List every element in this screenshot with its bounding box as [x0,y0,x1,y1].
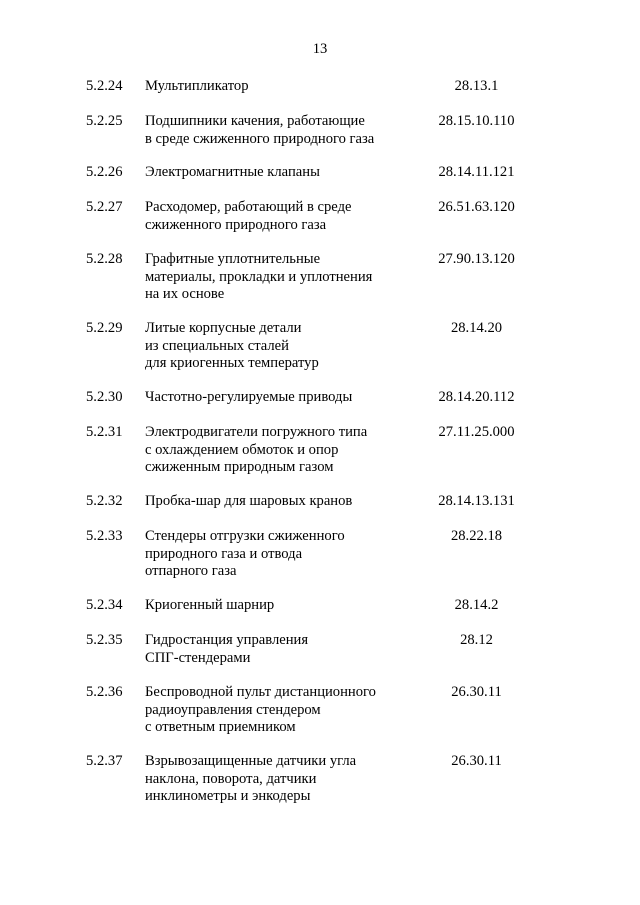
item-number: 5.2.25 [86,113,123,129]
item-name [145,389,415,407]
item-name-line: Расходомер, работающий в среде [145,199,352,215]
item-code: 27.11.25.000 [438,424,515,440]
item-number: 5.2.32 [86,493,123,509]
item-name [145,753,415,806]
item-name-line: радиоуправления стендером [145,701,321,718]
item-name-line: на их основе [145,286,225,302]
item-number: 5.2.26 [86,164,123,180]
item-name [145,493,415,511]
item-name-line: Частотно-регулируемые приводы [145,389,353,405]
item-name [145,113,415,148]
item-name-line: Мультипликатор [145,78,249,94]
item-name [145,632,415,667]
item-name-line: Литые корпусные детали [145,320,302,336]
item-code: 28.13.1 [454,78,499,94]
item-name-line: наклона, поворота, датчики [145,770,317,787]
item-name-line: Гидростанция управления [145,632,309,648]
item-name-line: Графитные уплотнительные [145,251,321,267]
item-name-line: материалы, прокладки и уплотнения [145,268,373,285]
item-number: 5.2.24 [86,78,123,94]
item-code: 28.14.20 [450,320,503,336]
item-code: 28.14.11.121 [438,164,515,180]
page-number: 13 [312,41,328,57]
item-name-line: инклинометры и энкодеры [145,788,311,804]
item-number: 5.2.33 [86,528,123,544]
item-code: 28.12 [460,632,493,648]
item-code: 28.22.18 [450,528,503,544]
item-name-line: из специальных сталей [145,337,289,354]
item-code: 28.14.20.112 [438,389,515,405]
item-number: 5.2.27 [86,199,123,215]
item-name-line: с ответным приемником [145,719,296,735]
item-name [145,320,415,373]
item-name-line: Пробка-шар для шаровых кранов [145,493,353,509]
item-number: 5.2.35 [86,632,123,648]
item-code: 26.30.11 [451,684,502,700]
item-name [145,684,415,737]
item-number: 5.2.28 [86,251,123,267]
item-name-line: Криогенный шарнир [145,597,275,613]
item-name-line: природного газа и отвода [145,545,303,562]
item-name-line: Электродвигатели погружного типа [145,424,368,440]
item-number: 5.2.29 [86,320,123,336]
item-name [145,424,415,477]
item-name [145,164,415,182]
item-name-line: Электромагнитные клапаны [145,164,320,180]
item-number: 5.2.30 [86,389,123,405]
item-name-line: Взрывозащищенные датчики угла [145,753,357,769]
item-name [145,251,415,304]
item-name-line: для криогенных температур [145,355,319,371]
item-name-line: отпарного газа [145,563,237,579]
item-name [145,528,415,581]
item-name-line: Стендеры отгрузки сжиженного [145,528,345,544]
item-name-line: сжиженным природным газом [145,459,334,475]
item-name [145,597,415,615]
item-number: 5.2.37 [86,753,123,769]
item-name [145,78,415,96]
item-code: 27.90.13.120 [438,251,515,267]
item-name-line: в среде сжиженного природного газа [145,130,375,147]
item-code: 28.14.13.131 [438,493,515,509]
item-name [145,199,415,234]
item-name-line: с охлаждением обмоток и опор [145,441,339,458]
item-name-line: сжиженного природного газа [145,216,327,233]
item-name-line: СПГ-стендерами [145,649,251,666]
item-code: 28.14.2 [454,597,499,613]
item-name-line: Подшипники качения, работающие [145,113,365,129]
item-code: 26.51.63.120 [438,199,515,215]
item-name-line: Беспроводной пульт дистанционного [145,684,376,700]
item-code: 26.30.11 [451,753,502,769]
item-number: 5.2.31 [86,424,123,440]
item-number: 5.2.34 [86,597,123,613]
item-number: 5.2.36 [86,684,123,700]
item-code: 28.15.10.110 [438,113,515,129]
